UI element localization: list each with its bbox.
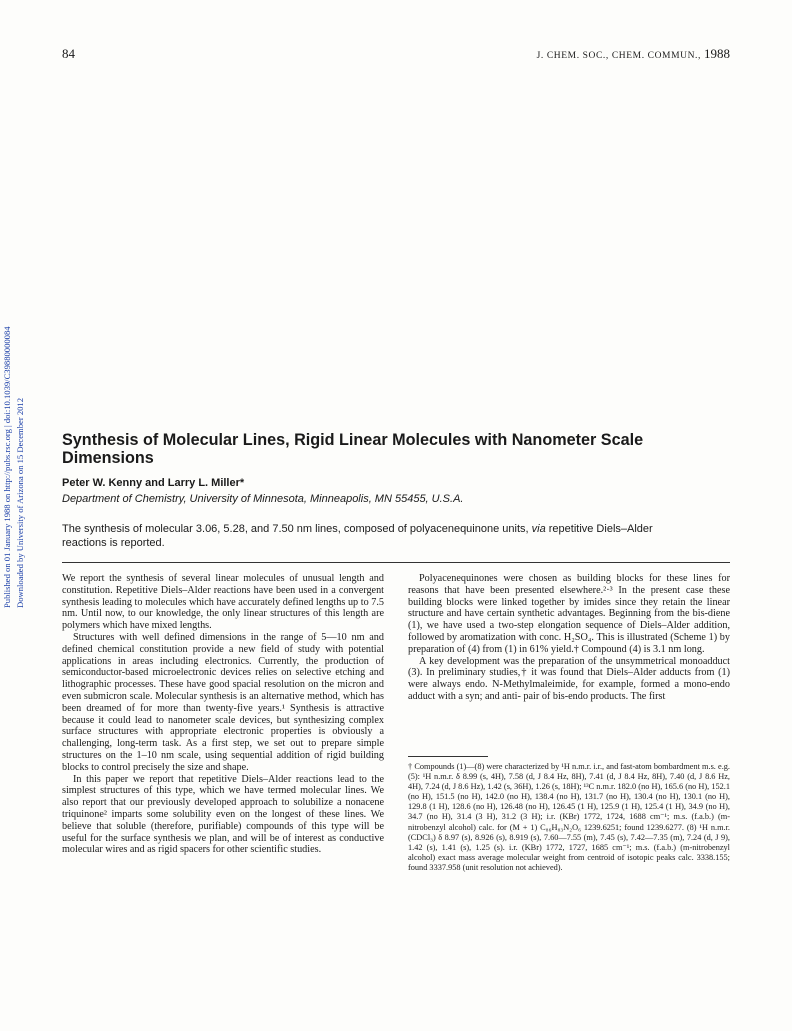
article-abstract: The synthesis of molecular 3.06, 5.28, and 7.50 nm lines, composed of polyacenequinone units, via repetitive Diels–Alder reactions is reported. [62,523,653,549]
paragraph-key-development: A key development was the preparation of the unsymmetrical monoadduct (3). In preliminary studies,† it was found that Diels–Alder adducts from (1) were always endo. N-Methylmaleimide, for example, formed a mono-endo adduct with a syn; and anti- pair of bis-endo products. The first [408,655,730,702]
footnote-divider [408,756,488,757]
paragraph-structures: Structures with well defined dimensions in the range of 5—10 nm and defined chemical constitution provide a new field of study with potential applications in areas including electronics. Currently, the production of semiconductor-based microelectronic devices relies on selective etching and lithographic processes. These have good spacial resolution on the micron and even submicron scale. Molecular synthesis is an alternative method, which has been dreamed of for more than twenty-five years.¹ Synthesis is attractive because it could lead to nanometer scale devices, but synthesizing complex surface structures with appropriate electronic properties is obviously a challenging, long-term task. As a first step, we set out to prepare simple structures on the 1–10 nm scale, using sequential addition of rigid building blocks to control precisely the size and shape. [62,631,384,773]
journal-year: 1988 [704,46,730,61]
body-column-right [408,573,730,703]
paragraph-intro: We report the synthesis of several linear molecules of unusual length and constitution. Repetitive Diels–Alder reactions have been used in a convergent synthesis leading to molecules which have accurately defined lengths up to 7.5 nm. Until now, to our knowledge, the only linear structures of this length are polymers which have mixed lengths. [62,573,384,632]
publication-doi-link[interactable]: Published on 01 January 1988 on http://pubs.rsc.org | doi:10.1039/C39880000084 [2,326,12,608]
paragraph-polyacenequinones: Polyacenequinones were chosen as building blocks for these lines for reasons that have been presented elsewhere.²·³ In the present case these building blocks were linked together by imides since they retain the linear structure and have certain synthetic advantages. Beginning from the bis-diene (1), we have used a two-step elongation sequence of Diels–Alder addition, followed by aromatization with conc. H₂SO₄. This is illustrated (Scheme 1) by preparation of (4) from (1) in 61% yield.† Compound (4) is 3.1 nm long. [408,573,730,655]
download-watermark [2,262,25,608]
download-notice: Downloaded by University of Arizona on 15 December 2012 [14,397,25,608]
author-affiliation: Department of Chemistry, University of Minnesota, Minneapolis, MN 55455, U.S.A. [62,493,464,505]
footnote-characterization: † Compounds (1)—(8) were characterized by ¹H n.m.r. i.r., and fast-atom bombardment m.s. e.g. (5): ¹H n.m.r. δ 8.99 (s, 4H), 7.58 (d, J 8.4 Hz, 8H), 7.41 (d, J 8.4 Hz, 8H), 7.40 (d, J 8.6 Hz, 4H), 7.24 (d, J 8.6 Hz), 1.42 (s, 36H), 1.26 (s, 18H); ¹³C n.m.r. 182.0 (no H), 165.6 (no H), 152.1 (no H), 151.5 (no H), 142.0 (no H), 138.4 (no H), 131.7 (no H), 130.4 (no H), 130.1 (no H), 129.8 (1 H), 128.6 (no H), 126.48 (no H), 126.45 (1 H), 125.9 (1 H), 125.4 (1 H), 34.9 (no H), 34.7 (no H), 31.4 (3 H), 31.2 (3 H); i.r. (KBr) 1772, 1724, 1688 cm⁻¹; m.s. (f.a.b.) (m-nitrobenzyl alcohol) calc. for (M + 1) C₈₆H₈₃N₂O₆ 1239.6251; found 1239.6277. (8) ¹H n.m.r. (CDCl₃) δ 8.97 (s), 8.926 (s), 8.919 (s), 7.60—7.55 (m), 7.45 (s), 7.42—7.35 (m), 7.24 (d, J 9), 1.42 (s), 1.41 (s), 1.25 (s). i.r. (KBr) 1772, 1727, 1685 cm⁻¹; m.s. (f.a.b.) (m-nitrobenzyl alcohol) exact mass average molecular weight from centroid of isotopic peaks calc. 3338.155; found 3337.958 (unit resolution not achieved). [408,762,730,872]
paragraph-this-paper: In this paper we report that repetitive Diels–Alder reactions lead to the simplest structures of this type, which we have termed molecular lines. We also report that our previously developed approach to solubilize a nonacene triquinone² imparts some solubility even on the longest of these lines. We believe that soluble (therefore, purifiable) compounds of this type will be useful for the surface synthesis we plan, and will be of interest as conductive molecular wires and as rigid spacers for other scientific studies. [62,773,384,856]
article-authors: Peter W. Kenny and Larry L. Miller* [62,477,245,489]
abstract-divider [62,562,730,563]
article-title: Synthesis of Molecular Lines, Rigid Linear Molecules with Nanometer Scale Dimensions [62,431,644,467]
running-head [537,46,730,62]
body-column-left [62,573,384,856]
journal-name: J. CHEM. SOC., CHEM. COMMUN., [536,51,702,61]
page-number: 84 [62,46,75,61]
abstract-italic-via: via [531,523,546,535]
